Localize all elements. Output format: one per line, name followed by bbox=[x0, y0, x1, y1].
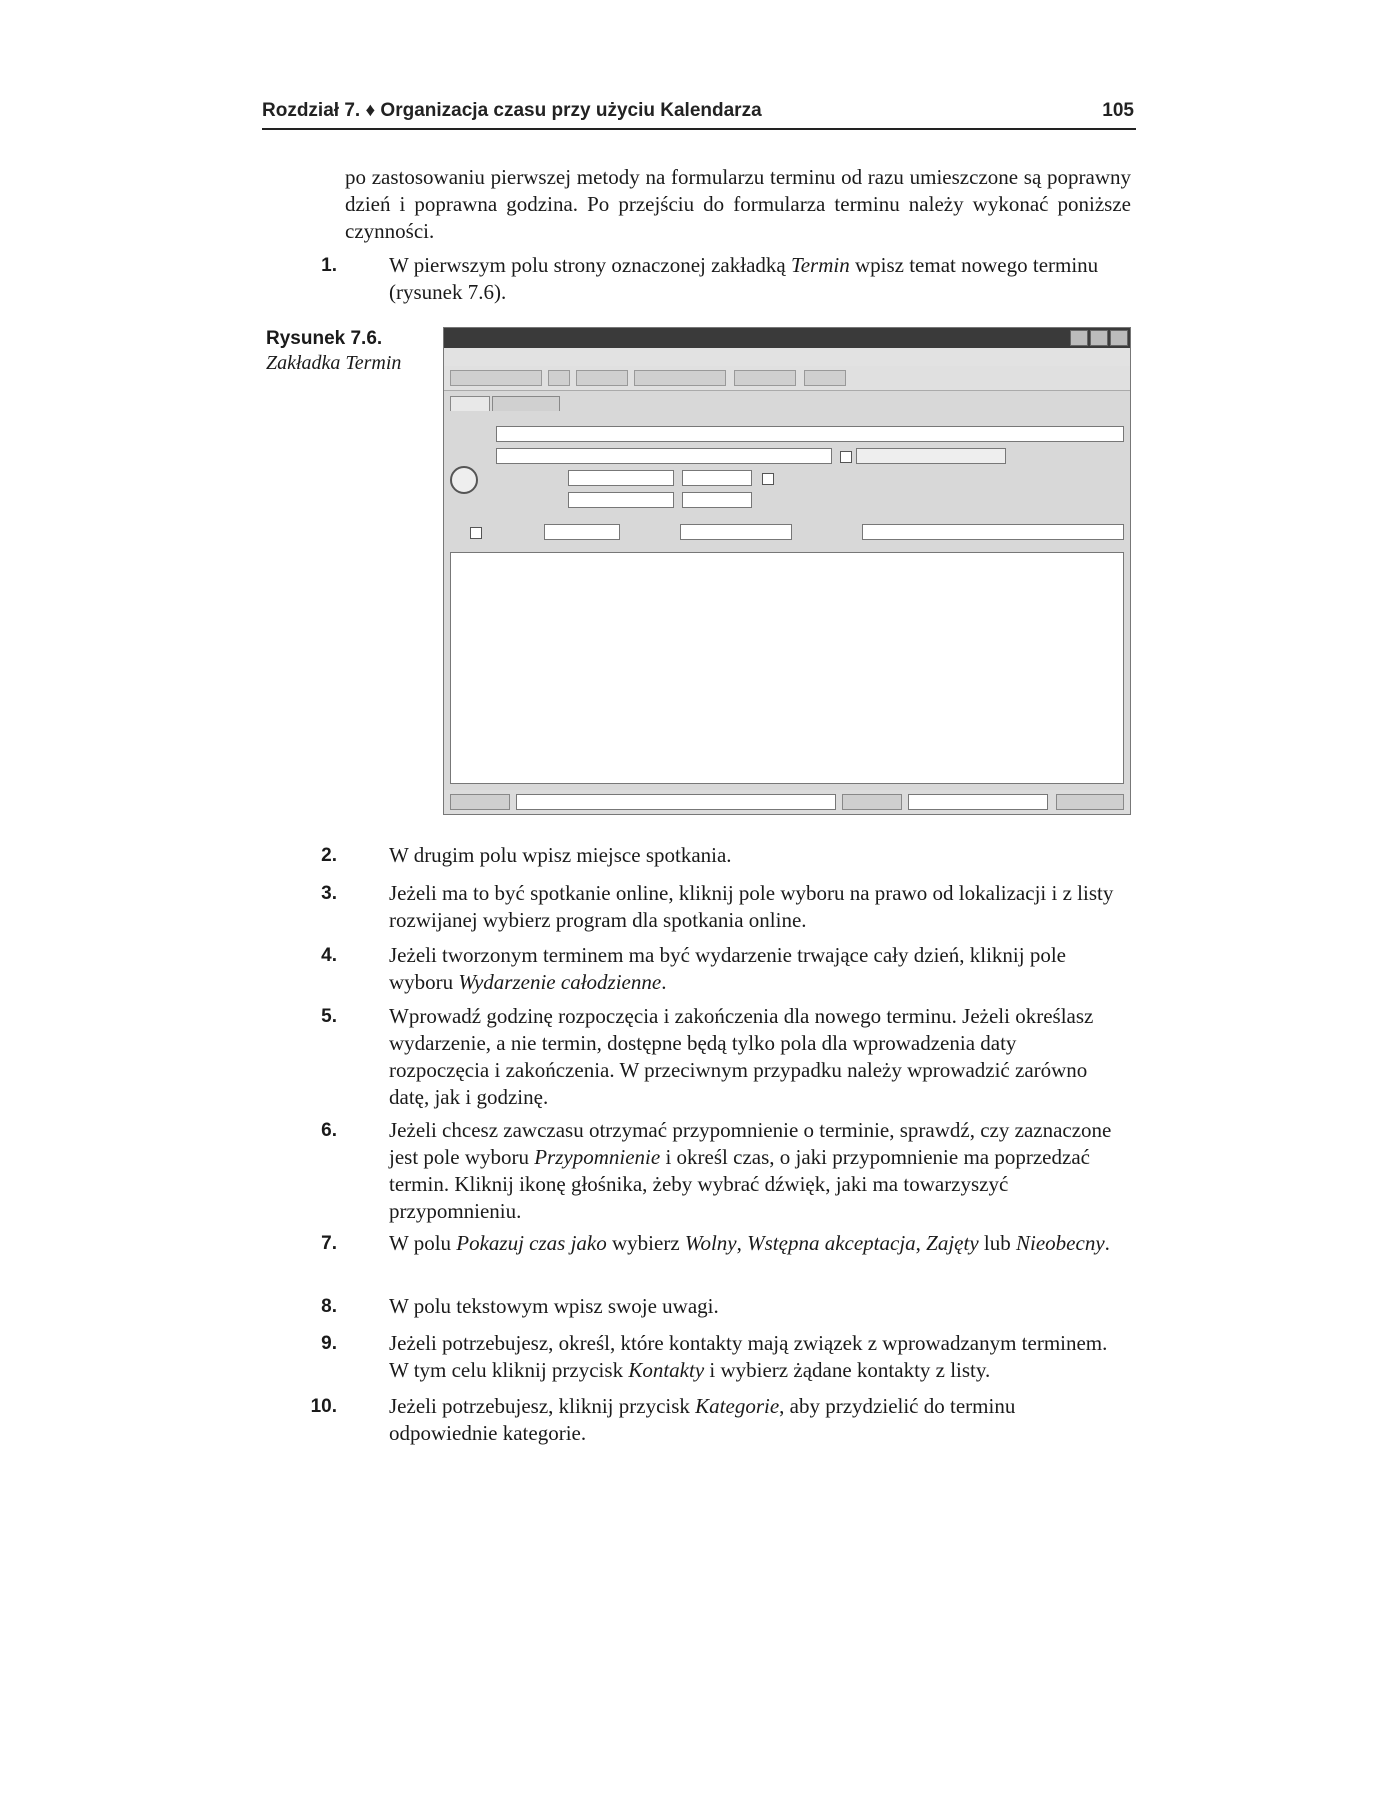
end-time-field bbox=[682, 492, 752, 508]
list-item bbox=[321, 1230, 1115, 1257]
all-day-checkbox bbox=[762, 473, 774, 485]
figure-caption bbox=[266, 327, 416, 375]
list-item bbox=[321, 942, 1115, 996]
tab-termin bbox=[450, 396, 490, 411]
online-checkbox bbox=[840, 451, 852, 463]
form-tabs bbox=[450, 396, 562, 414]
step-text: Jeżeli tworzonym terminem ma być wydarzenie trwające cały dzień, kliknij pole wyboru Wydarzenie całodzienne. bbox=[389, 943, 1066, 994]
step-number: 1. bbox=[321, 255, 337, 276]
contacts-button bbox=[450, 794, 510, 810]
list-item bbox=[321, 252, 1115, 306]
close-icon bbox=[1110, 330, 1128, 346]
start-date-field bbox=[568, 470, 674, 486]
list-item bbox=[321, 1293, 1115, 1320]
step-number: 8. bbox=[321, 1296, 337, 1317]
maximize-icon bbox=[1090, 330, 1108, 346]
figure-screenshot bbox=[443, 327, 1131, 815]
categories-button bbox=[842, 794, 902, 810]
window-menubar bbox=[444, 348, 1130, 366]
step-number: 3. bbox=[321, 883, 337, 904]
tab-secondary bbox=[492, 396, 560, 411]
toolbar-button bbox=[548, 370, 570, 386]
figure-label: Rysunek 7.6. bbox=[266, 328, 383, 349]
categories-field bbox=[908, 794, 1048, 810]
contacts-field bbox=[516, 794, 836, 810]
step-number: 4. bbox=[321, 945, 337, 966]
list-item bbox=[321, 1003, 1115, 1111]
window-toolbar bbox=[444, 366, 1130, 391]
step-text: Jeżeli potrzebujesz, kliknij przycisk Kategorie, aby przydzielić do terminu odpowiednie kategorie. bbox=[389, 1394, 1016, 1445]
clock-icon bbox=[450, 466, 478, 494]
online-program-field bbox=[856, 448, 1006, 464]
step-number: 9. bbox=[321, 1333, 337, 1354]
reminder-time-field bbox=[544, 524, 620, 540]
chapter-title: Rozdział 7. ♦ Organizacja czasu przy użyciu Kalendarza bbox=[262, 100, 762, 121]
step-text: Wprowadź godzinę rozpoczęcia i zakończenia dla nowego terminu. Jeżeli określasz wydarzenie, a nie termin, dostępne będą tylko pola dla wprowadzenia daty rozpoczęcia i zakończenia. W przeciwnym przypadku należy wprowadzić zarówno datę, jak i godzinę. bbox=[389, 1004, 1094, 1109]
notes-area bbox=[450, 552, 1124, 784]
form-footer bbox=[444, 790, 1130, 814]
toolbar-button bbox=[576, 370, 628, 386]
step-number: 2. bbox=[321, 845, 337, 866]
end-date-field bbox=[568, 492, 674, 508]
page-number: 105 bbox=[1102, 100, 1134, 121]
step-number: 5. bbox=[321, 1006, 337, 1027]
list-item bbox=[321, 1330, 1115, 1384]
figure-title: Zakładka Termin bbox=[266, 352, 402, 374]
step-number: 7. bbox=[321, 1233, 337, 1254]
step-number: 6. bbox=[321, 1120, 337, 1141]
step-text: W polu tekstowym wpisz swoje uwagi. bbox=[389, 1294, 719, 1318]
step-text: Jeżeli ma to być spotkanie online, kliknij pole wyboru na prawo od lokalizacji i z listy rozwijanej wybierz program dla spotkania online. bbox=[389, 881, 1114, 932]
location-field bbox=[496, 448, 832, 464]
step-number: 10. bbox=[310, 1396, 337, 1417]
start-time-field bbox=[682, 470, 752, 486]
step-text: W polu Pokazuj czas jako wybierz Wolny, Wstępna akceptacja, Zajęty lub Nieobecny. bbox=[389, 1231, 1110, 1255]
minimize-icon bbox=[1070, 330, 1088, 346]
step-text: W pierwszym polu strony oznaczonej zakładką Termin wpisz temat nowego terminu (rysunek 7.6). bbox=[389, 253, 1099, 304]
running-header bbox=[262, 98, 1136, 130]
toolbar-button bbox=[734, 370, 796, 386]
list-item bbox=[321, 880, 1115, 934]
show-time-as-field bbox=[680, 524, 792, 540]
subject-field bbox=[496, 426, 1124, 442]
toolbar-button bbox=[634, 370, 726, 386]
list-item bbox=[310, 1393, 1115, 1447]
intro-text: po zastosowaniu pierwszej metody na formularzu terminu od razu umieszczone są poprawny dzień i poprawna godzina. Po przejściu do formularza terminu należy wykonać poniższe czynności. bbox=[345, 165, 1131, 243]
list-item bbox=[321, 1117, 1115, 1225]
list-item bbox=[321, 842, 1115, 869]
private-checkbox bbox=[1056, 794, 1124, 810]
intro-paragraph bbox=[345, 164, 1131, 245]
window-controls bbox=[1068, 330, 1128, 349]
window-titlebar bbox=[444, 328, 1130, 348]
label-field bbox=[862, 524, 1124, 540]
step-text: Jeżeli potrzebujesz, określ, które kontakty mają związek z wprowadzanym terminem. W tym celu kliknij przycisk Kontakty i wybierz żądane kontakty z listy. bbox=[389, 1331, 1108, 1382]
reminder-checkbox bbox=[470, 527, 482, 539]
step-text: W drugim polu wpisz miejsce spotkania. bbox=[389, 843, 732, 867]
toolbar-button bbox=[450, 370, 542, 386]
step-text: Jeżeli chcesz zawczasu otrzymać przypomnienie o terminie, sprawdź, czy zaznaczone jest pole wyboru Przypomnienie i określ czas, o jaki przypomnienie ma poprzedzać termin. Kliknij ikonę głośnika, żeby wybrać dźwięk, jaki ma towarzyszyć przypomnieniu. bbox=[389, 1118, 1112, 1223]
toolbar-button bbox=[804, 370, 846, 386]
